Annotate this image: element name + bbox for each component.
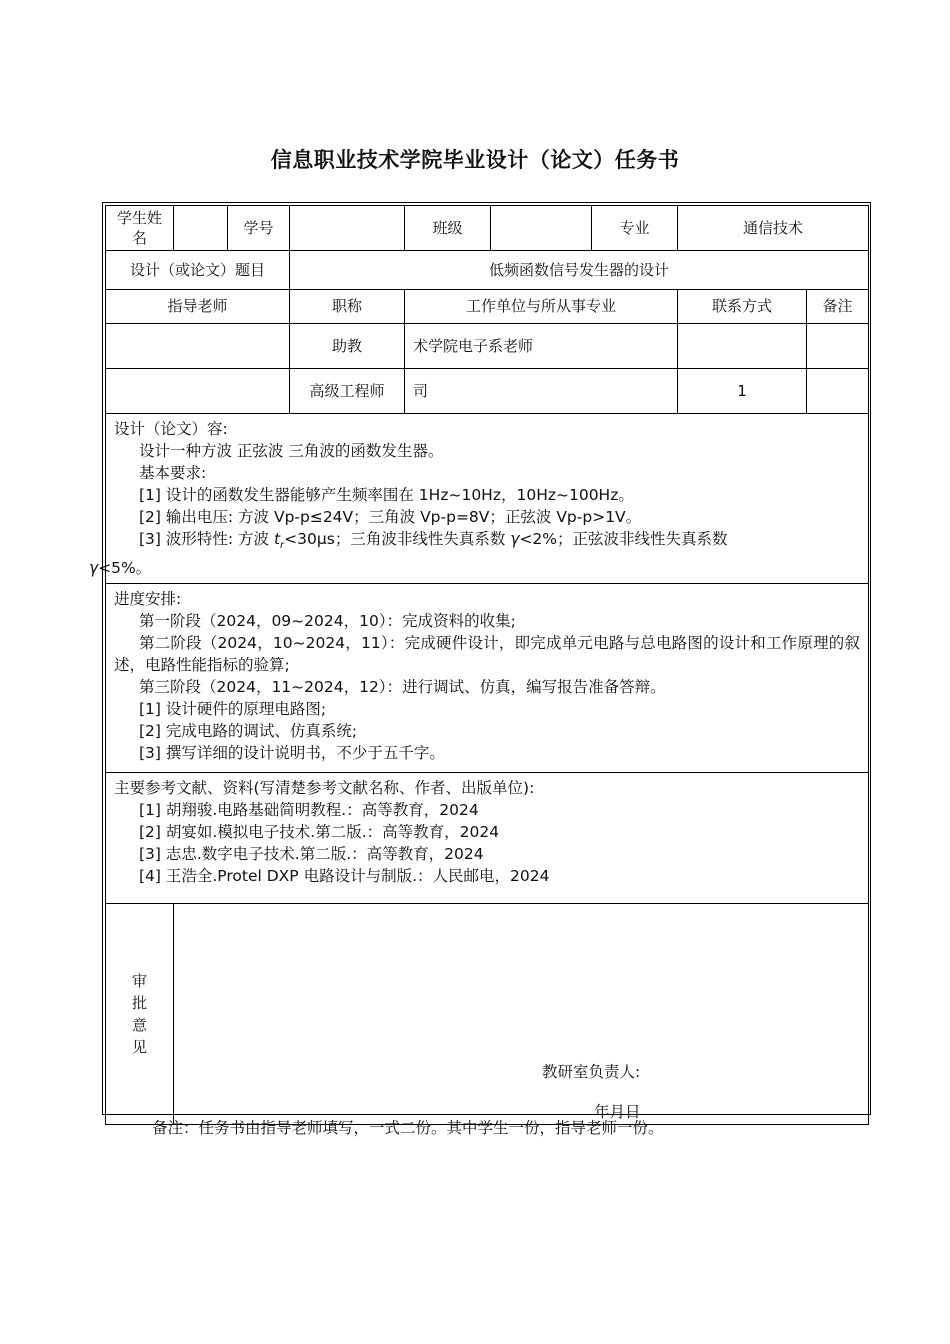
schedule-stage: 第二阶段（2024，10~2024，11）：完成硬件设计，即完成单元电路与总电路图的设计和工作原理的叙述，电路性能指标的验算; (114, 634, 861, 675)
approval-label-char: 意 (131, 1016, 147, 1035)
student-name-field[interactable] (174, 206, 228, 251)
class-field[interactable] (491, 206, 592, 251)
schedule-row (106, 584, 869, 773)
task-table (89, 205, 869, 1125)
task-item: [1] 设计硬件的原理电路图; (139, 700, 327, 719)
advisor-column-header: 指导老师 (106, 290, 290, 324)
advisor-unit-field[interactable]: 术学院电子系老师 (405, 324, 678, 369)
topic-row (106, 251, 869, 290)
advisor-row (106, 324, 869, 369)
advisor-contact-field[interactable]: 1 (678, 369, 807, 414)
schedule-section (106, 584, 869, 773)
requirements-heading: 基本要求: (139, 464, 207, 482)
requirement-item: [1] 设计的函数发生器能够产生频率围在 1Hz~10Hz，10Hz~100Hz。 (139, 486, 634, 504)
content-heading: 设计（论文）容: (114, 420, 228, 438)
advisor-name-field[interactable] (106, 369, 290, 414)
approval-date-label: 年月日 (594, 1103, 641, 1122)
remark-column-header: 备注 (807, 290, 869, 324)
approval-label-char: 审 (131, 972, 147, 991)
advisor-row (106, 369, 869, 414)
contact-column-header: 联系方式 (678, 290, 807, 324)
topic-field[interactable]: 低频函数信号发生器的设计 (290, 251, 869, 290)
reference-item: [4] 王浩全.Protel DXP 电路设计与制版.：人民邮电，2024 (139, 867, 550, 886)
advisor-title-field[interactable]: 高级工程师 (290, 369, 405, 414)
advisor-unit-field[interactable]: 司 (405, 369, 678, 414)
approval-label-char: 见 (131, 1038, 147, 1057)
req3-symbol: γ (510, 530, 520, 548)
reference-item: [3] 志忠.数字电子技术.第二版.：高等教育，2024 (139, 845, 484, 864)
req3-text: <30μs；三角波非线性失真系数 (284, 530, 511, 548)
approval-label-char: 批 (131, 994, 147, 1013)
req3-symbol: t (273, 530, 281, 548)
title-column-header: 职称 (290, 290, 405, 324)
approval-field[interactable] (174, 904, 869, 1125)
approval-signer-label: 教研室负责人: (542, 1063, 641, 1082)
task-item: [3] 撰写详细的设计说明书，不少于五千字。 (139, 744, 445, 763)
advisor-remark-field[interactable] (807, 369, 869, 414)
advisor-name-field[interactable] (106, 324, 290, 369)
footnote: 备注：任务书由指导老师填写，一式二份。其中学生一份，指导老师一份。 (152, 1119, 664, 1137)
student-id-field[interactable] (290, 206, 405, 251)
unit-column-header: 工作单位与所从事专业 (405, 290, 678, 324)
content-intro: 设计一种方波 正弦波 三角波的函数发生器。 (139, 442, 444, 460)
references-heading: 主要参考文献、资料(写清楚参考文献名称、作者、出版单位): (114, 779, 535, 798)
major-field[interactable]: 通信技术 (678, 206, 869, 251)
content-row (106, 414, 869, 584)
advisor-contact-field[interactable] (678, 324, 807, 369)
references-section (106, 773, 869, 904)
req3-text: <5%。 (98, 559, 152, 578)
student-name-label: 学生姓名 (106, 206, 174, 251)
approval-row (106, 904, 869, 1125)
major-label: 专业 (592, 206, 678, 251)
task-item: [2] 完成电路的调试、仿真系统; (139, 722, 358, 741)
approval-label (106, 904, 174, 1125)
schedule-stage: 第三阶段（2024，11~2024，12）：进行调试、仿真，编写报告准备答辩。 (139, 678, 666, 697)
requirement-item: [2] 输出电压: 方波 Vp-p≤24V；三角波 Vp-p=8V；正弦波 Vp-p>1V。 (139, 508, 642, 526)
req3-text: [3] 波形特性: 方波 (139, 530, 274, 548)
req3-text: <2%；正弦波非线性失真系数 (519, 530, 728, 548)
requirement-item (89, 528, 860, 579)
advisor-header-row (106, 290, 869, 324)
page-title: 信息职业技术学院毕业设计（论文）任务书 (270, 148, 680, 172)
schedule-stage: 第一阶段（2024，09~2024，10）：完成资料的收集; (139, 612, 516, 631)
references-row (106, 773, 869, 904)
task-form (89, 202, 871, 1122)
advisor-title-field[interactable]: 助教 (290, 324, 405, 369)
req3-symbol: γ (89, 559, 99, 578)
reference-item: [1] 胡翔骏.电路基础简明教程.：高等教育，2024 (139, 801, 479, 820)
reference-item: [2] 胡宴如.模拟电子技术.第二版.：高等教育，2024 (139, 823, 500, 842)
advisor-remark-field[interactable] (807, 324, 869, 369)
student-id-label: 学号 (228, 206, 290, 251)
content-section (89, 414, 869, 584)
req3-subscript: r (280, 540, 285, 552)
student-info-row (106, 206, 869, 251)
topic-label: 设计（或论文）题目 (106, 251, 290, 290)
class-label: 班级 (405, 206, 491, 251)
schedule-heading: 进度安排: (114, 590, 182, 609)
